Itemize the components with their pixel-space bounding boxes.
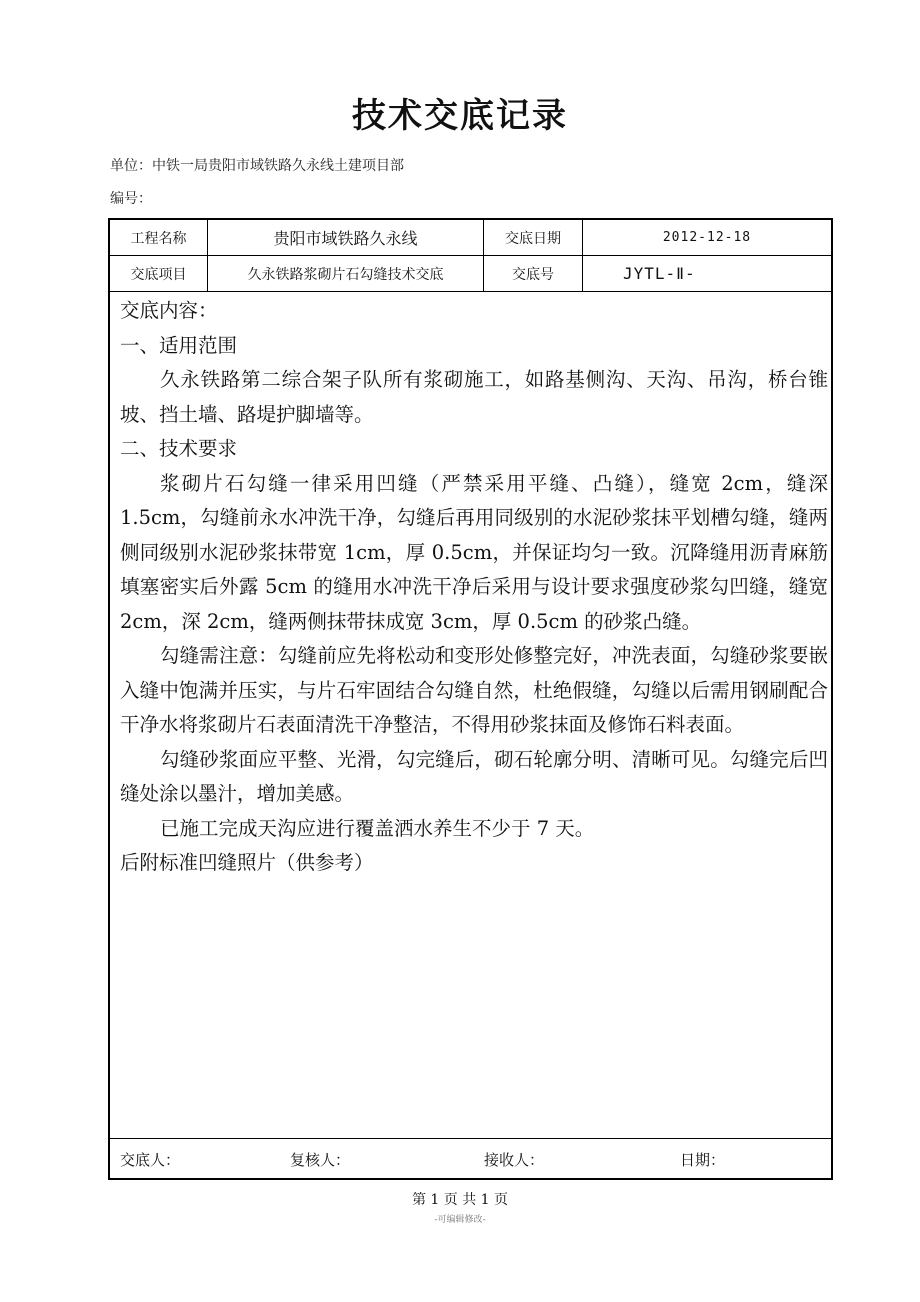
record-sheet	[108, 218, 833, 1180]
header-row-project	[110, 220, 831, 256]
unit-line: 单位：中铁一局贵阳市域铁路久永线土建项目部	[110, 158, 404, 174]
section2-title: 二、技术要求	[120, 437, 238, 460]
requirement-paragraph-3: 勾缝砂浆面应平整、光滑，勾完缝后，砌石轮廓分明、清晰可见。勾缝完后凹缝处涂以墨汁，增加美感。	[120, 747, 828, 805]
project-name-label: 工程名称	[110, 220, 208, 255]
date-label: 交底日期	[484, 220, 583, 255]
requirement-paragraph-2: 勾缝需注意：勾缝前应先将松动和变形处修整完好，冲洗表面，勾缝砂浆要嵌入缝中饱满并压实，与片石牢固结合勾缝自然，杜绝假缝，勾缝以后需用钢刷配合干净水将浆砌片石表面清洗干净整洁，不得用砂浆抹面及修饰石料表面。	[120, 644, 828, 736]
signature-row	[110, 1138, 831, 1178]
header-row-item	[110, 256, 831, 292]
attachment-note: 后附标准凹缝照片（供参考）	[120, 851, 374, 874]
sign-date-label: 日期：	[680, 1151, 726, 1169]
receiver-label: 接收人：	[484, 1151, 545, 1169]
disclosure-content	[120, 294, 828, 881]
reviewer-label: 复核人：	[290, 1151, 351, 1169]
presenter-label: 交底人：	[120, 1151, 181, 1169]
code-value: JYTL-Ⅱ-	[623, 264, 696, 283]
item-label: 交底项目	[110, 256, 208, 291]
item-value: 久永铁路浆砌片石勾缝技术交底	[208, 256, 484, 291]
document-title: 技术交底记录	[352, 96, 568, 136]
section1-title: 一、适用范围	[120, 333, 238, 357]
project-name-value: 贵阳市域铁路久永线	[208, 220, 484, 255]
page-number: 第 1 页 共 1 页	[411, 1192, 509, 1208]
requirement-paragraph-1: 浆砌片石勾缝一律采用凹缝（严禁采用平缝、凸缝），缝宽 2cm，缝深 1.5cm，勾缝前永水冲洗干净，勾缝后再用同级别的水泥砂浆抹平划槽勾缝，缝两侧同级别水泥砂浆抹带宽 1cm，厚 0.5cm，并保证均匀一致。沉降缝用沥青麻筋填塞密实后外露 5cm 的缝用水冲洗干净后采用与设计要求强度砂浆勾凹缝，缝宽 2cm，深 2cm，缝两侧抹带抹成宽 3cm，厚 0.5cm 的砂浆凸缝。	[120, 471, 828, 633]
requirement-paragraph-4: 已施工完成天沟应进行覆盖洒水养生不少于 7 天。	[160, 816, 595, 840]
content-heading: 交底内容：	[120, 299, 218, 322]
section1-body: 久永铁路第二综合架子队所有浆砌施工，如路基侧沟、天沟、吊沟，桥台锥坡、挡土墙、路堤护脚墙等。	[120, 368, 828, 426]
date-value: 2012-12-18	[662, 230, 752, 245]
editable-note: -可编辑修改-	[434, 1215, 486, 1225]
code-label: 交底号	[484, 256, 583, 291]
number-line: 编号：	[110, 191, 152, 207]
